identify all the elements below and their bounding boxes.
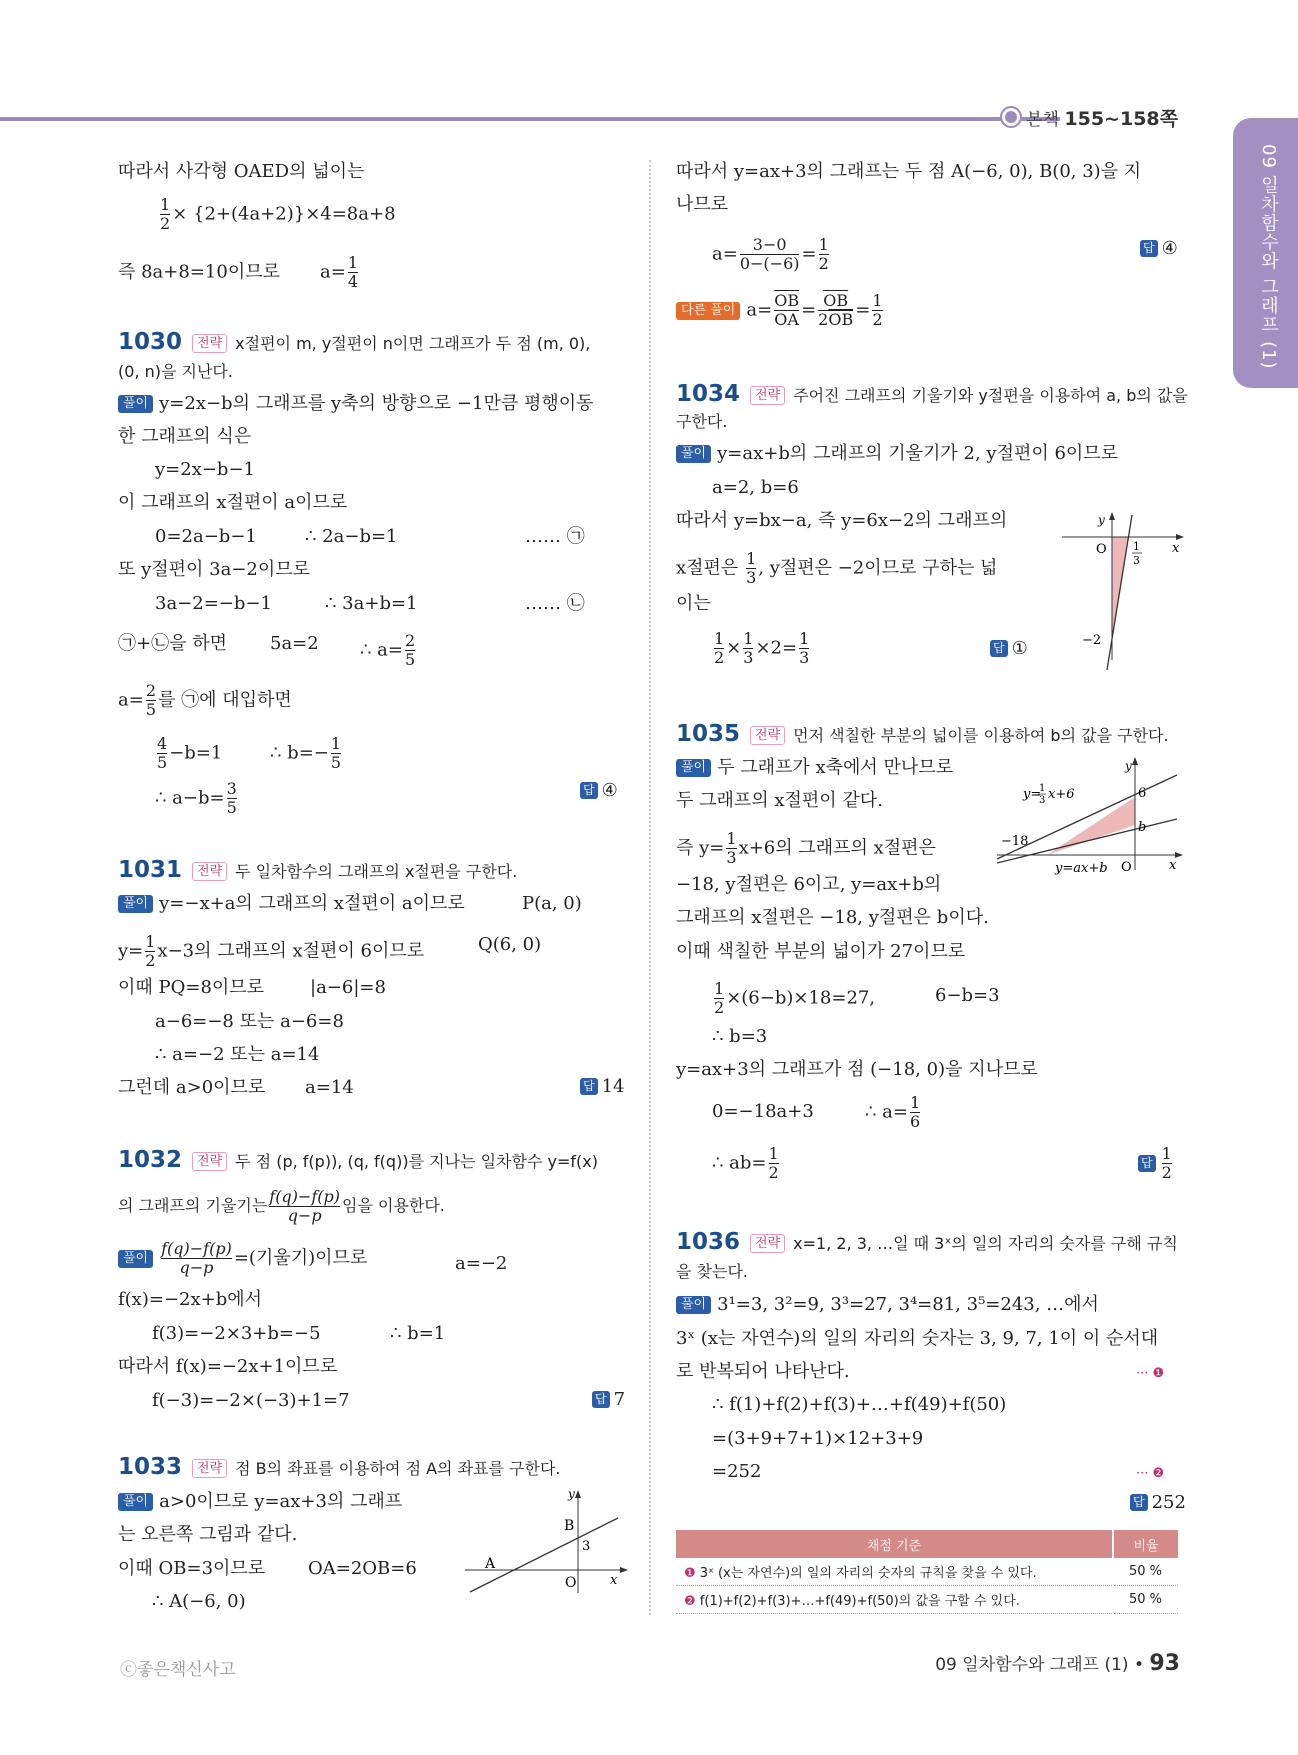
svg-text:1: 1 — [1133, 540, 1140, 553]
svg-text:x+6: x+6 — [1048, 787, 1075, 802]
solution-line: 그래프의 x절편은 −18, y절편은 b이다. — [676, 907, 989, 928]
solution-line: 풀이 두 그래프가 x축에서 만나므로 — [676, 756, 953, 780]
solution-line: 풀이 y=ax+b의 그래프의 기울기가 2, y절편이 6이므로 — [676, 442, 1118, 466]
solution-line: 풀이 a>0이므로 y=ax+3의 그래프 — [118, 1490, 402, 1514]
solution-line: y= $\frac{1}{2}$ x−3의 그래프의 x절편이 6이므로 — [118, 932, 425, 970]
grading-table — [676, 1530, 1178, 1614]
solution-line: a=14 — [305, 1077, 354, 1098]
solution-line: 이때 OB=3이므로 — [118, 1558, 266, 1579]
svg-text:3: 3 — [1039, 795, 1046, 806]
solution-line: ∴ a= $\frac{2}{5}$ — [360, 631, 416, 669]
svg-text:−18: −18 — [1001, 834, 1029, 849]
strategy-line: 구한다. — [676, 412, 728, 431]
solution-line: 3ˣ (x는 자연수)의 일의 자리의 숫자는 3, 9, 7, 1이 이 순서대 — [676, 1328, 1159, 1349]
table-row: ❶ 3ˣ (x는 자연수)의 일의 자리의 숫자의 규칙을 찾을 수 있다. 50 % — [676, 1558, 1178, 1586]
publisher: ⓒ좋은책신사고 — [120, 1660, 236, 1680]
solution-line: −18, y절편은 6이고, y=ax+b의 — [676, 874, 942, 895]
solution-line: ∴ 2a−b=1 — [305, 526, 398, 547]
column-divider — [649, 160, 651, 1615]
solution-line: f(3)=−2×3+b=−5 — [152, 1323, 321, 1344]
svg-text:−2: −2 — [1082, 633, 1102, 648]
intro-line: 즉 8a+8=10이므로 a= $\frac{1}{4}$ — [118, 253, 359, 291]
svg-text:x: x — [1172, 541, 1180, 556]
solution-line: 0=−18a+3 — [712, 1101, 814, 1122]
solution-line: 3a−2=−b−1 — [155, 593, 272, 614]
solution-line: a=−2 — [455, 1253, 508, 1274]
intro-line: 따라서 사각형 OAED의 넓이는 — [118, 161, 365, 182]
solution-line: a−6=−8 또는 a−6=8 — [155, 1011, 344, 1032]
solution-line: ∴ a−b= $\frac{3}{5}$ — [155, 779, 237, 817]
answer-1034: 답 ① — [990, 638, 1028, 659]
solution-line: f(−3)=−2×(−3)+1=7 — [152, 1390, 350, 1411]
answer-1030: 답 ④ — [580, 780, 618, 801]
strategy-line: (0, n)을 지난다. — [118, 362, 233, 381]
problem-1034-header: 1034 전략 주어진 그래프의 기울기와 y절편을 이용하여 a, b의 값을 — [676, 381, 1188, 407]
graph-1033 — [460, 1488, 630, 1600]
page-footer: 09 일차함수와 그래프 (1) • 93 — [935, 1651, 1180, 1676]
solution-line: 6−b=3 — [935, 985, 1000, 1006]
scoring-mark-1: ··· ❶ — [1136, 1366, 1165, 1381]
problem-1036-header: 1036 전략 x=1, 2, 3, …일 때 3ˣ의 일의 자리의 숫자를 구해 규칙 — [676, 1229, 1178, 1255]
svg-text:x: x — [610, 1573, 618, 1588]
problem-1031-header: 1031 전략 두 일차함수의 그래프의 x절편을 구한다. — [118, 857, 518, 883]
svg-text:b: b — [1138, 820, 1147, 835]
svg-text:1: 1 — [1039, 783, 1046, 794]
solution-line: 풀이 3¹=3, 3²=9, 3³=27, 3⁴=81, 3⁵=243, …에서 — [676, 1293, 1099, 1317]
intro-line: 따라서 y=ax+3의 그래프는 두 점 A(−6, 0), B(0, 3)을 지 — [676, 161, 1142, 182]
svg-text:O: O — [565, 1575, 577, 1591]
solution-line: 5a=2 — [270, 633, 319, 654]
strategy-line: 을 찾는다. — [676, 1262, 748, 1281]
solution-line: 로 반복되어 나타난다. — [676, 1361, 850, 1382]
graph-1034 — [1060, 510, 1185, 675]
intro-eq: a= $\frac{3-0}{0-(-6)}$ = $\frac{1}{2}$ — [712, 235, 829, 273]
header-rule — [0, 117, 1060, 121]
solution-line: 따라서 f(x)=−2x+1이므로 — [118, 1356, 338, 1377]
solution-line: ∴ b=1 — [390, 1323, 446, 1344]
answer-1035: 답 $\frac{1}{2}$ — [1138, 1145, 1174, 1182]
svg-text:O: O — [1096, 542, 1107, 557]
svg-text:y: y — [1098, 513, 1105, 527]
solution-line: 이때 색칠한 부분의 넓이가 27이므로 — [676, 941, 966, 962]
solution-line: ∴ f(1)+f(2)+f(3)+…+f(49)+f(50) — [712, 1394, 1007, 1415]
svg-text:O: O — [1121, 860, 1132, 875]
svg-text:y=: y= — [1023, 787, 1042, 802]
svg-text:y: y — [568, 1488, 575, 1501]
solution-line: 이 그래프의 x절편이 a이므로 — [118, 492, 348, 513]
svg-text:3: 3 — [1133, 554, 1140, 567]
problem-1035-header: 1035 전략 먼저 색칠한 부분의 넓이를 이용하여 b의 값을 구한다. — [676, 721, 1169, 747]
problem-1033-header: 1033 전략 점 B의 좌표를 이용하여 점 A의 좌표를 구한다. — [118, 1454, 561, 1480]
solution-line: ∴ ab= $\frac{1}{2}$ — [712, 1144, 779, 1182]
answer-1031: 답 14 — [580, 1076, 625, 1097]
solution-line: 풀이 y=2x−b의 그래프를 y축의 방향으로 −1만큼 평행이동 — [118, 392, 594, 416]
solution-line: 풀이 y=−x+a의 그래프의 x절편이 a이므로 — [118, 892, 465, 916]
solution-line: y=2x−b−1 — [155, 459, 255, 480]
page-reference: 본책 155~158쪽 — [1000, 104, 1178, 131]
solution-line: 한 그래프의 식은 — [118, 426, 252, 447]
solution-line: 두 그래프의 x절편이 같다. — [676, 790, 883, 811]
solution-line: …… ㉡ — [525, 593, 585, 614]
solution-line: 따라서 y=bx−a, 즉 y=6x−2의 그래프의 — [676, 510, 1008, 531]
solution-line: OA=2OB=6 — [308, 1558, 417, 1579]
solution-line: ∴ b=− $\frac{1}{5}$ — [270, 734, 342, 772]
answer-1036: 답 252 — [1130, 1492, 1186, 1513]
table-row: ❷ f(1)+f(2)+f(3)+…+f(49)+f(50)의 값을 구할 수 있다. 50 % — [676, 1586, 1178, 1614]
solution-line: P(a, 0) — [522, 893, 582, 914]
solution-line: 풀이 $\frac{f(q)-f(p)}{q-p}$ =(기울기)이므로 — [118, 1240, 367, 1277]
solution-line: 는 오른쪽 그림과 같다. — [118, 1524, 298, 1545]
solution-line: |a−6|=8 — [310, 977, 386, 998]
svg-text:3: 3 — [582, 1539, 591, 1554]
flower-icon — [1000, 106, 1022, 128]
solution-line: …… ㉠ — [525, 526, 585, 547]
svg-text:A: A — [485, 1556, 496, 1572]
solution-line: $\frac{4}{5}$ −b=1 — [157, 734, 223, 772]
grading-header: 채점 기준 — [676, 1530, 1113, 1558]
problem-1032-header: 1032 전략 두 점 (p, f(p)), (q, f(q))를 지나는 일차함수 y=f(x) — [118, 1147, 598, 1173]
solution-line: a=2, b=6 — [712, 477, 799, 498]
problem-1030-header: 1030 전략 x절편이 m, y절편이 n이면 그래프가 두 점 (m, 0), — [118, 329, 591, 355]
solution-line: x절편은 $\frac{1}{3}$ , y절편은 −2이므로 구하는 넓 — [676, 549, 998, 587]
graph-1035 — [995, 755, 1185, 875]
solution-line: ∴ b=3 — [712, 1026, 768, 1047]
grading-header: 비율 — [1113, 1530, 1178, 1558]
svg-text:y=ax+b: y=ax+b — [1055, 861, 1108, 875]
solution-line: 그런데 a>0이므로 — [118, 1077, 266, 1098]
solution-line: 또 y절편이 3a−2이므로 — [118, 559, 311, 580]
answer-1033: 답 ④ — [1140, 238, 1178, 259]
solution-line: 0=2a−b−1 — [155, 526, 257, 547]
alternate-solution: 다른 풀이 a= $\frac{\overline{OB}}{OA}$ = $\frac{\overline{OB}}{2\overline{OB}}$ = $\frac{1}{2}$ — [676, 292, 885, 329]
intro-line: 나므로 — [676, 194, 729, 215]
solution-line: ㉠+㉡을 하면 — [118, 633, 227, 654]
solution-line: ∴ A(−6, 0) — [152, 1591, 246, 1612]
solution-line: Q(6, 0) — [478, 934, 542, 955]
solution-line: 즉 y= $\frac{1}{3}$ x+6의 그래프의 x절편은 — [676, 829, 936, 867]
svg-text:y: y — [1125, 759, 1132, 773]
solution-line: 이때 PQ=8이므로 — [118, 977, 265, 998]
solution-line: $\frac{1}{2}$ ×(6−b)×18=27, — [714, 979, 876, 1017]
svg-text:B: B — [564, 1518, 575, 1534]
intro-eq: $\frac{1}{2}$ × {2+(4a+2)}×4=8a+8 — [160, 195, 396, 233]
solution-line: ∴ 3a+b=1 — [325, 593, 418, 614]
solution-line: y=ax+3의 그래프가 점 (−18, 0)을 지나므로 — [676, 1059, 1038, 1080]
solution-line: f(x)=−2x+b에서 — [118, 1289, 263, 1310]
answer-1032: 답 7 — [592, 1389, 625, 1410]
solution-line: =252 — [712, 1461, 762, 1482]
solution-line: ∴ a=−2 또는 a=14 — [155, 1044, 320, 1065]
svg-text:x: x — [1169, 858, 1177, 873]
svg-text:6: 6 — [1138, 786, 1147, 801]
chapter-tab: 09 일차함수와 그래프 (1) — [1233, 118, 1298, 388]
strategy-line: 의 그래프의 기울기는 $\frac{f(q)-f(p)}{q-p}$ 임을 이용한다. — [118, 1187, 445, 1225]
solution-line: 이는 — [676, 593, 711, 614]
scoring-mark-2: ··· ❷ — [1136, 1466, 1165, 1481]
solution-line: =(3+9+7+1)×12+3+9 — [712, 1428, 924, 1449]
solution-line: a= $\frac{2}{5}$ 를 ㉠에 대입하면 — [118, 681, 292, 719]
solution-line: $\frac{1}{2}$ × $\frac{1}{3}$ ×2= $\frac{1}{3}$ — [714, 629, 810, 667]
solution-line: ∴ a= $\frac{1}{6}$ — [865, 1093, 921, 1131]
